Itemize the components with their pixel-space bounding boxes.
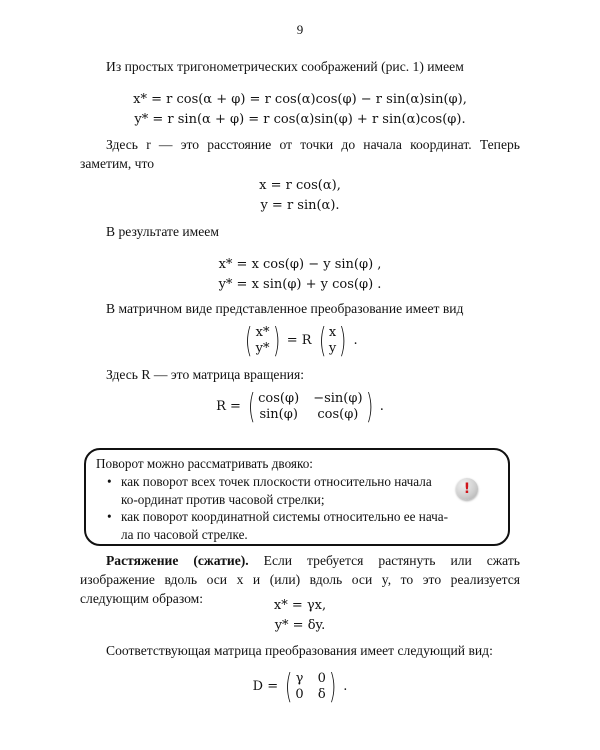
icon-glyph: ! bbox=[463, 481, 471, 497]
equation-line: y = r sin(α). bbox=[260, 198, 340, 213]
equation-line: y* = δy. bbox=[274, 618, 326, 633]
matrix-cell: cos(φ) bbox=[317, 407, 359, 422]
matrix-cell: −sin(φ) bbox=[313, 391, 363, 406]
matrix-equation bbox=[80, 321, 520, 361]
note-list bbox=[96, 473, 451, 543]
matrix-cell: y* bbox=[255, 341, 270, 356]
matrix-lhs: R = bbox=[216, 399, 241, 414]
list-item bbox=[96, 508, 451, 543]
matrix-cell: 0 bbox=[317, 671, 326, 686]
result-paragraph: В результате имеем bbox=[106, 224, 219, 239]
scaling-matrix: D = ( γ 0 0 δ ) . bbox=[252, 667, 348, 707]
vector-source: ( x y ) bbox=[318, 321, 347, 361]
intro-paragraph: Из простых тригонометрических соображений (рис. 1) имеем bbox=[106, 59, 464, 74]
exclamation-icon bbox=[456, 478, 478, 500]
equals-r: = R bbox=[286, 333, 312, 348]
period: . bbox=[379, 399, 384, 414]
page-number: 9 bbox=[296, 22, 304, 37]
matrix-cell: γ bbox=[295, 671, 304, 686]
bullet: • bbox=[107, 509, 112, 524]
equation-line: x* = x cos(φ) − y sin(φ) , bbox=[218, 257, 382, 272]
matrix-lhs: D = bbox=[252, 679, 279, 694]
bullet: • bbox=[107, 474, 112, 489]
scaling-equations bbox=[80, 596, 520, 636]
matrix-cell: x bbox=[328, 325, 337, 340]
list-item bbox=[96, 473, 451, 508]
matrix-cell: sin(φ) bbox=[259, 407, 298, 422]
corresponding-paragraph: Соответствующая матрица преобразования имеет следующий вид: bbox=[106, 643, 493, 658]
matrix-cell: cos(φ) bbox=[258, 391, 300, 406]
period: . bbox=[353, 333, 358, 348]
matrix-cell: y bbox=[328, 341, 337, 356]
matrix-cell: 0 bbox=[295, 687, 304, 702]
equation-line: x* = r cos(α + φ) = r cos(α)cos(φ) − r sin(α)sin(φ), bbox=[133, 92, 467, 107]
section-heading: Растяжение (сжатие). bbox=[106, 553, 249, 568]
distance-paragraph: Здесь r — это расстояние от точки до начала координат. Теперь заметим, что bbox=[80, 137, 520, 171]
equation-line: y* = r sin(α + φ) = r cos(α)sin(φ) + r sin(α)cos(φ). bbox=[134, 112, 466, 127]
matrix-form-paragraph: В матричном виде представленное преобразование имеет вид bbox=[106, 301, 464, 316]
matrix-cell: δ bbox=[317, 687, 326, 702]
note-title: Поворот можно рассматривать двояко: bbox=[96, 456, 313, 471]
equation-line: y* = x sin(φ) + y cos(φ) . bbox=[218, 277, 382, 292]
polar-equations bbox=[80, 176, 520, 216]
result-equations bbox=[80, 255, 520, 295]
rotation-equations bbox=[80, 90, 520, 130]
rotation-matrix-paragraph: Здесь R — это матрица вращения: bbox=[106, 367, 305, 382]
list-item-text: как поворот всех точек плоскости относительно начала ко-ординат против часовой стрелки; bbox=[121, 474, 432, 507]
equation-line: x* = γx, bbox=[273, 598, 327, 613]
equation-line: x = r cos(α), bbox=[259, 178, 341, 193]
matrix-cell: x* bbox=[255, 325, 270, 340]
scaling-text: Если требуется растянуть или сжать изображение вдоль оси x и (или) вдоль оси y, то это реализуется следующим образом: bbox=[80, 553, 521, 606]
period: . bbox=[343, 679, 348, 694]
list-item-text: как поворот координатной системы относительно ее нача-ла по часовой стрелке. bbox=[121, 509, 449, 542]
rotation-matrix: R = ( cos(φ) −sin(φ) sin(φ) cos(φ) ) . bbox=[216, 387, 384, 427]
vector-result: ( x* y* ) bbox=[245, 321, 280, 361]
